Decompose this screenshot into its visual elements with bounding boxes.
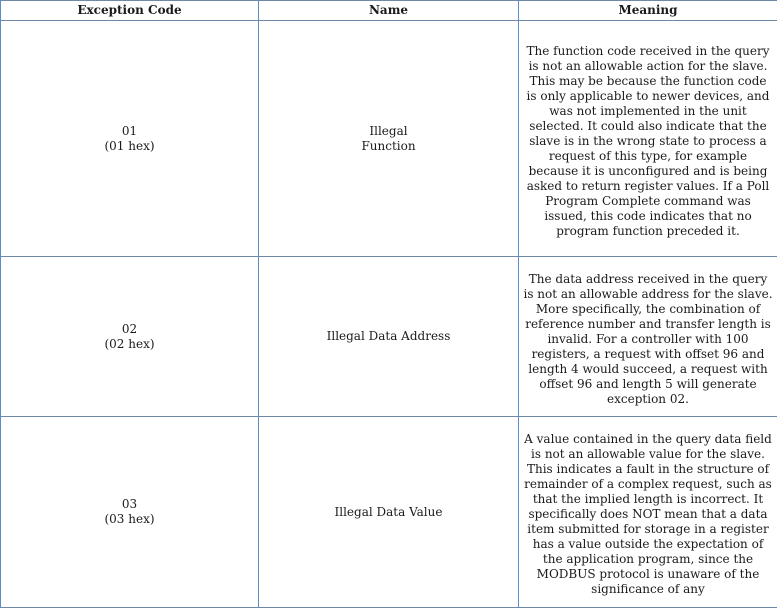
exception-meaning: The data address received in the query is not an allowable address for the slave. More specifically, the combination of reference number and transfer length is invalid. For a controller with 100 registers, a request with offset 96 and length 4 would succeed, a request with offset 96 and length 5 will generate exception 02. (523, 267, 773, 407)
exception-name-line1: Illegal (263, 124, 514, 139)
exception-code-cell (1, 417, 259, 608)
header-name: Name (259, 1, 519, 21)
table-row (1, 417, 777, 608)
header-row (1, 1, 777, 21)
exception-meaning-cell (519, 417, 777, 608)
exception-name: Illegal Data Address (263, 329, 514, 344)
exception-name-cell (259, 257, 519, 417)
exception-code-hex: (02 hex) (5, 337, 254, 352)
exception-code: 01 (5, 124, 254, 139)
exception-name-cell (259, 417, 519, 608)
exception-code-hex: (03 hex) (5, 512, 254, 527)
table-row (1, 257, 777, 417)
exception-code-hex: (01 hex) (5, 139, 254, 154)
exception-meaning-cell (519, 257, 777, 417)
exception-meaning: A value contained in the query data field is not an allowable value for the slave. This indicates a fault in the structure of remainder of a complex request, such as that the implied length is incorrect. It specifically does NOT mean that a data item submitted for storage in a register has a value outside the expectation of the application program, since the MODBUS protocol is unaware of the significance of any (523, 427, 773, 597)
exception-name-cell (259, 21, 519, 257)
table-row (1, 21, 777, 257)
exception-code: 03 (5, 497, 254, 512)
exception-name-line2: Function (263, 139, 514, 154)
header-exception-code: Exception Code (1, 1, 259, 21)
exception-code-cell (1, 21, 259, 257)
exception-code: 02 (5, 322, 254, 337)
header-meaning: Meaning (519, 1, 777, 21)
exception-code-cell (1, 257, 259, 417)
exception-meaning-cell (519, 21, 777, 257)
exception-name: Illegal Data Value (263, 505, 514, 520)
exception-meaning: The function code received in the query is not an allowable action for the slave. This may be because the function code is only applicable to newer devices, and was not implemented in the unit selected. It could also indicate that the slave is in the wrong state to process a request of this type, for example because it is unconfigured and is being asked to return register values. If a Poll Program Complete command was issued, this code indicates that no program function preceded it. (523, 39, 773, 239)
